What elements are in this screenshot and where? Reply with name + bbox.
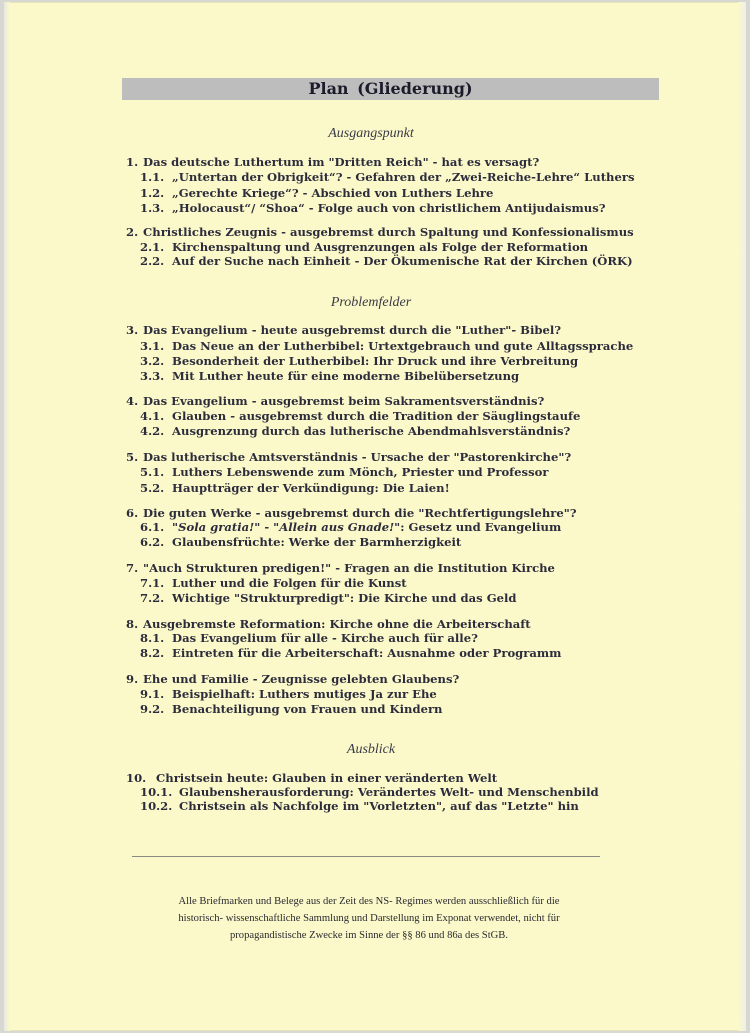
- page-title: Plan (Gliederung): [122, 78, 659, 100]
- outline-item-6-2: [140, 535, 461, 549]
- outline-item-5-1: [140, 465, 548, 479]
- outline-item-2: [126, 225, 634, 239]
- item-number: 2.1.: [140, 240, 165, 254]
- outline-item-8-1: [140, 631, 478, 645]
- item-number: 5.: [126, 450, 139, 464]
- item-number: 5.2.: [140, 481, 165, 495]
- outline-item-3-2: [140, 354, 578, 368]
- item-text: Hauptträger der Verkündigung: Die Laien!: [172, 481, 450, 495]
- item-number: 4.: [126, 394, 139, 408]
- sheet-protector-left-edge: [4, 2, 10, 1031]
- item-number: 3.3.: [140, 369, 165, 383]
- item-text: Das Evangelium für alle - Kirche auch für alle?: [172, 631, 478, 645]
- item-text: Glauben - ausgebremst durch die Tradition der Säuglingstaufe: [172, 409, 581, 423]
- section-heading-ausgangspunkt: Ausgangspunkt: [328, 126, 414, 141]
- section-heading-ausblick: Ausblick: [346, 742, 396, 757]
- item-text: Das lutherische Amtsverständnis - Ursache der "Pastorenkirche"?: [143, 450, 572, 464]
- item-number: 9.1.: [140, 687, 165, 701]
- item-text: Christsein heute: Glauben in einer veränderten Welt: [156, 771, 498, 785]
- legal-notice-line-2: historisch- wissenschaftliche Sammlung und Darstellung im Exponat verwendet, nicht für: [178, 913, 560, 924]
- item-text: Das deutsche Luthertum im "Dritten Reich" - hat es versagt?: [143, 155, 540, 169]
- outline-item-8-2: [140, 646, 561, 660]
- outline-item-1: [126, 155, 539, 169]
- item-text: Eintreten für die Arbeiterschaft: Ausnahme oder Programm: [172, 646, 562, 660]
- item-text: Wichtige "Strukturpredigt": Die Kirche und das Geld: [172, 591, 517, 605]
- item-number: 3.1.: [140, 339, 165, 353]
- item-text: Besonderheit der Lutherbibel: Ihr Druck und ihre Verbreitung: [172, 354, 579, 368]
- item-text: „Holocaust“/ “Shoa“ - Folge auch von christlichem Antijudaismus?: [172, 201, 606, 215]
- item-number: 8.2.: [140, 646, 165, 660]
- footer-divider: [132, 856, 600, 857]
- item-number: 3.2.: [140, 354, 165, 368]
- item-number: 6.: [126, 506, 139, 520]
- item-text: Glaubensfrüchte: Werke der Barmherzigkeit: [172, 535, 462, 549]
- item-number: 8.: [126, 617, 139, 631]
- item-number: 1.1.: [140, 170, 165, 184]
- item-text: Luthers Lebenswende zum Mönch, Priester und Professor: [172, 465, 549, 479]
- item-text: Luther und die Folgen für die Kunst: [172, 576, 407, 590]
- sheet-protector-right-edge: [738, 2, 746, 1031]
- item-number: 3.: [126, 323, 139, 337]
- outline-item-9: [126, 672, 459, 686]
- item-text-sola-gratia: "Sola gratia!": [172, 520, 261, 534]
- item-text: Beispielhaft: Luthers mutiges Ja zur Ehe: [172, 687, 437, 701]
- item-text: Mit Luther heute für eine moderne Bibelübersetzung: [172, 369, 520, 383]
- outline-item-7: [126, 561, 555, 575]
- outline-item-3: [126, 323, 561, 337]
- item-text: Das Evangelium - ausgebremst beim Sakramentsverständnis?: [143, 394, 545, 408]
- item-number: 10.: [126, 771, 147, 785]
- item-text: Ehe und Familie - Zeugnisse gelebten Glaubens?: [143, 672, 460, 686]
- item-text-allein-aus-gnade: "Allein aus Gnade!": [273, 520, 401, 534]
- outline-item-4-1: [140, 409, 580, 423]
- item-number: 1.: [126, 155, 139, 169]
- outline-item-7-2: [140, 591, 517, 605]
- item-text-separator: -: [260, 520, 274, 534]
- item-number: 2.: [126, 225, 139, 239]
- legal-notice: [120, 893, 618, 944]
- outline-item-3-1: [140, 339, 633, 353]
- item-number: 7.2.: [140, 591, 165, 605]
- outline-item-1-3: [140, 201, 606, 215]
- outline-item-9-2: [140, 702, 443, 716]
- outline-item-6-1: [140, 520, 561, 534]
- item-number: 1.3.: [140, 201, 165, 215]
- item-number: 7.1.: [140, 576, 165, 590]
- item-text: Christliches Zeugnis - ausgebremst durch Spaltung und Konfessionalismus: [143, 225, 634, 239]
- item-text: Benachteiligung von Frauen und Kindern: [172, 702, 443, 716]
- item-text: „Untertan der Obrigkeit“? - Gefahren der „Zwei-Reiche-Lehre“ Luthers: [172, 170, 635, 184]
- outline-item-10-2: [140, 799, 579, 813]
- outline-item-4: [126, 394, 544, 408]
- item-text: Kirchenspaltung und Ausgrenzungen als Folge der Reformation: [172, 240, 589, 254]
- item-text: Ausgebremste Reformation: Kirche ohne die Arbeiterschaft: [143, 617, 531, 631]
- legal-notice-line-3: propagandistische Zwecke im Sinne der §§ 86 und 86a des StGB.: [229, 930, 509, 941]
- outline-item-1-1: [140, 170, 635, 184]
- item-text: Die guten Werke - ausgebremst durch die "Rechtfertigungslehre"?: [143, 506, 577, 520]
- outline-item-8: [126, 617, 531, 631]
- outline-item-10-1: [140, 785, 599, 799]
- item-text: Christsein als Nachfolge im "Vorletzten", auf das "Letzte" hin: [179, 799, 579, 813]
- outline-item-2-2: [140, 254, 633, 268]
- outline-item-7-1: [140, 576, 407, 590]
- item-number: 6.1.: [140, 520, 165, 534]
- item-number: 7.: [126, 561, 139, 575]
- item-number: 8.1.: [140, 631, 165, 645]
- legal-notice-line-1: Alle Briefmarken und Belege aus der Zeit des NS- Regimes werden ausschließlich für die: [178, 896, 560, 907]
- outline-item-5-2: [140, 481, 450, 495]
- item-number: 4.1.: [140, 409, 165, 423]
- item-text: „Gerechte Kriege“? - Abschied von Luthers Lehre: [172, 186, 494, 200]
- outline-item-2-1: [140, 240, 588, 254]
- item-text: : Gesetz und Evangelium: [400, 520, 562, 534]
- outline-item-10: [126, 771, 497, 785]
- item-number: 9.2.: [140, 702, 165, 716]
- outline-item-1-2: [140, 186, 493, 200]
- item-number: 2.2.: [140, 254, 165, 268]
- item-text: Das Neue an der Lutherbibel: Urtextgebrauch und gute Alltagssprache: [172, 339, 634, 353]
- item-number: 1.2.: [140, 186, 165, 200]
- outline-item-3-3: [140, 369, 519, 383]
- item-text: Ausgrenzung durch das lutherische Abendmahlsverständnis?: [172, 424, 571, 438]
- section-heading-problemfelder: Problemfelder: [330, 295, 412, 310]
- item-text: Glaubensherausforderung: Verändertes Welt- und Menschenbild: [179, 785, 599, 799]
- item-text: Auf der Suche nach Einheit - Der Ökumenische Rat der Kirchen (ÖRK): [172, 254, 633, 268]
- outline-item-9-1: [140, 687, 437, 701]
- outline-item-6: [126, 506, 577, 520]
- item-number: 9.: [126, 672, 139, 686]
- outline-item-5: [126, 450, 571, 464]
- outline-item-4-2: [140, 424, 570, 438]
- item-number: 4.2.: [140, 424, 165, 438]
- item-text: "Auch Strukturen predigen!" - Fragen an die Institution Kirche: [143, 561, 555, 575]
- item-number: 10.2.: [140, 799, 173, 813]
- item-number: 5.1.: [140, 465, 165, 479]
- item-number: 6.2.: [140, 535, 165, 549]
- item-text: Das Evangelium - heute ausgebremst durch die "Luther"- Bibel?: [143, 323, 562, 337]
- item-number: 10.1.: [140, 785, 173, 799]
